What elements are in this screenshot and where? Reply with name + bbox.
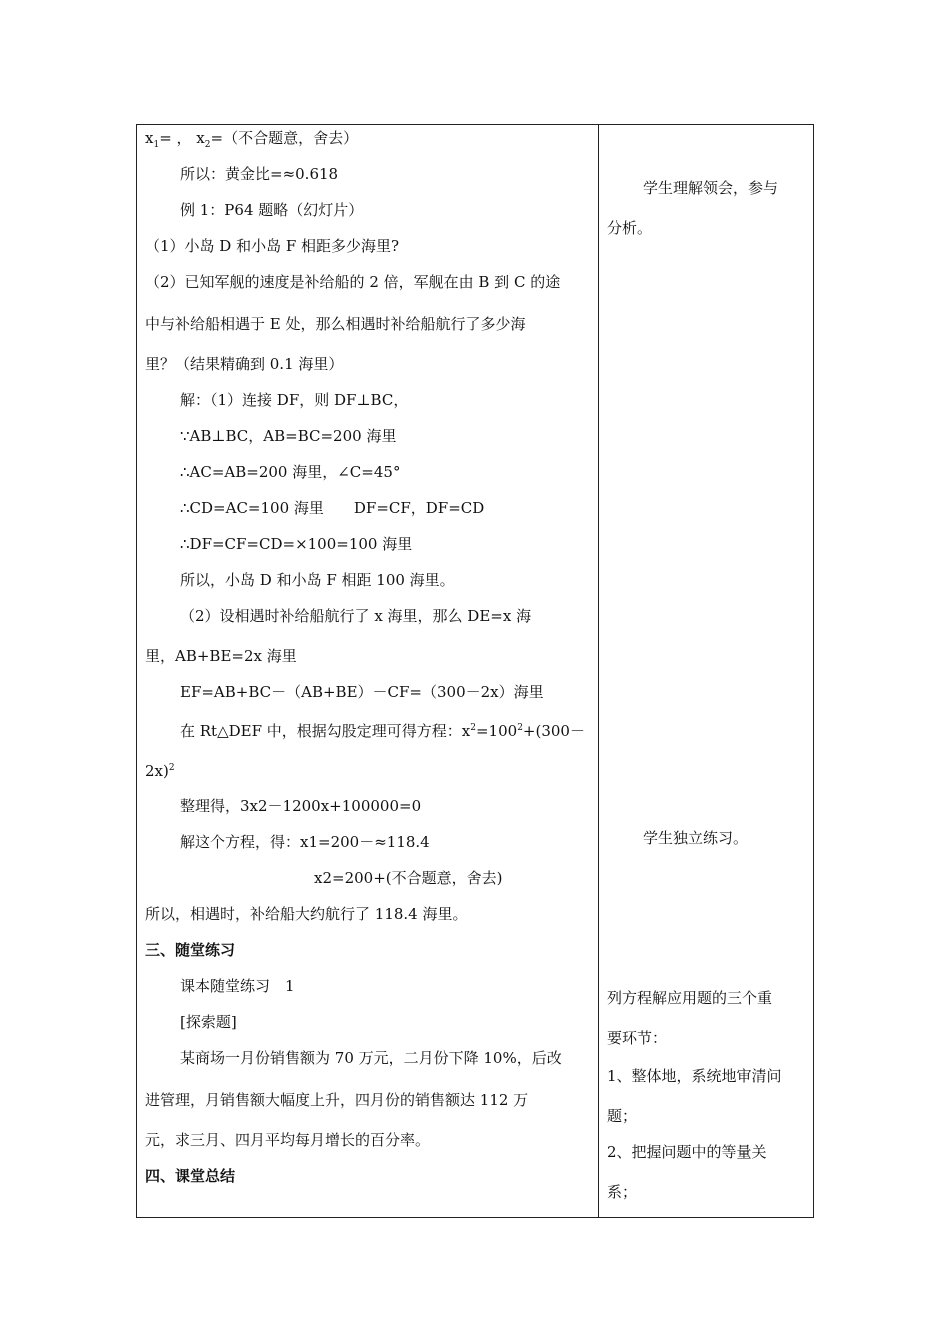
- solution-line-5: ∴DF=CF=CD=×100=100 海里: [180, 535, 413, 553]
- solution-line-3: ∴AC=AB=200 海里，∠C=45°: [180, 463, 401, 481]
- solution-line-1: 解：（1）连接 DF，则 DF⊥BC，: [180, 391, 409, 409]
- solution-2-line-7: 解这个方程，得：x1=200－≈118.4: [180, 833, 430, 851]
- section-heading-summary: 四、课堂总结: [145, 1167, 236, 1185]
- explore-heading: [探索题]: [180, 1013, 237, 1031]
- right-note-9: 系；: [607, 1183, 638, 1201]
- right-note-5: 要环节：: [607, 1029, 668, 1047]
- right-note-7: 题；: [607, 1107, 638, 1125]
- solution-line-6: 所以，小岛 D 和小岛 F 相距 100 海里。: [180, 571, 455, 589]
- solution-2-line-3: EF=AB+BC－（AB+BE）－CF=（300－2x）海里: [180, 683, 544, 701]
- practice-line: 课本随堂练习 1: [180, 977, 295, 995]
- right-note-6: 1、整体地，系统地审清问: [607, 1067, 782, 1085]
- section-heading-practice: 三、随堂练习: [145, 941, 236, 959]
- right-note-1: 学生理解领会，参与: [643, 179, 779, 197]
- column-divider: [598, 124, 599, 1218]
- right-note-2: 分析。: [607, 219, 653, 237]
- solution-line-2: ∵AB⊥BC，AB=BC=200 海里: [180, 427, 397, 445]
- explore-line-3: 元，求三月、四月平均每月增长的百分率。: [145, 1131, 431, 1149]
- solution-2-line-4: 在 Rt△DEF 中，根据勾股定理可得方程：$x^2=100^2+(300-$: [180, 722, 585, 740]
- solution-2-line-1: （2）设相遇时补给船航行了 x 海里，那么 DE=x 海: [180, 607, 532, 625]
- golden-ratio-line: 所以：黄金比=≈0.618: [180, 165, 339, 183]
- solution-2-conclusion: 所以，相遇时，补给船大约航行了 118.4 海里。: [145, 905, 468, 923]
- solution-2-line-6: 整理得，3x2－1200x+100000=0: [180, 797, 422, 815]
- solution-line-4: ∴CD=AC=100 海里 DF=CF，DF=CD: [180, 499, 485, 517]
- explore-line-1: 某商场一月份销售额为 70 万元，二月份下降 10%，后改: [180, 1049, 562, 1067]
- solution-2-line-5: 2x)$^2$: [145, 762, 175, 780]
- roots-line: $x_1=$ ， $x_2=$（不合题意，舍去）: [145, 129, 359, 150]
- explore-line-2: 进管理，月销售额大幅度上升，四月份的销售额达 112 万: [145, 1091, 529, 1109]
- right-note-3: 学生独立练习。: [643, 829, 749, 847]
- right-note-4: 列方程解应用题的三个重: [607, 989, 773, 1007]
- question-1: （1）小岛 D 和小岛 F 相距多少海里?: [145, 237, 400, 255]
- example-title: 例 1：P64 题略（幻灯片）: [180, 201, 364, 219]
- right-note-8: 2、把握问题中的等量关: [607, 1143, 767, 1161]
- question-2-line-3: 里？（结果精确到 0.1 海里）: [145, 355, 344, 373]
- solution-2-line-2: 里，AB+BE=2x 海里: [145, 647, 297, 665]
- question-2-line-1: （2）已知军舰的速度是补给船的 2 倍，军舰在由 B 到 C 的途: [145, 273, 561, 291]
- question-2-line-2: 中与补给船相遇于 E 处，那么相遇时补给船航行了多少海: [145, 315, 526, 333]
- solution-2-line-8: x2=200+(不合题意，舍去): [314, 869, 503, 887]
